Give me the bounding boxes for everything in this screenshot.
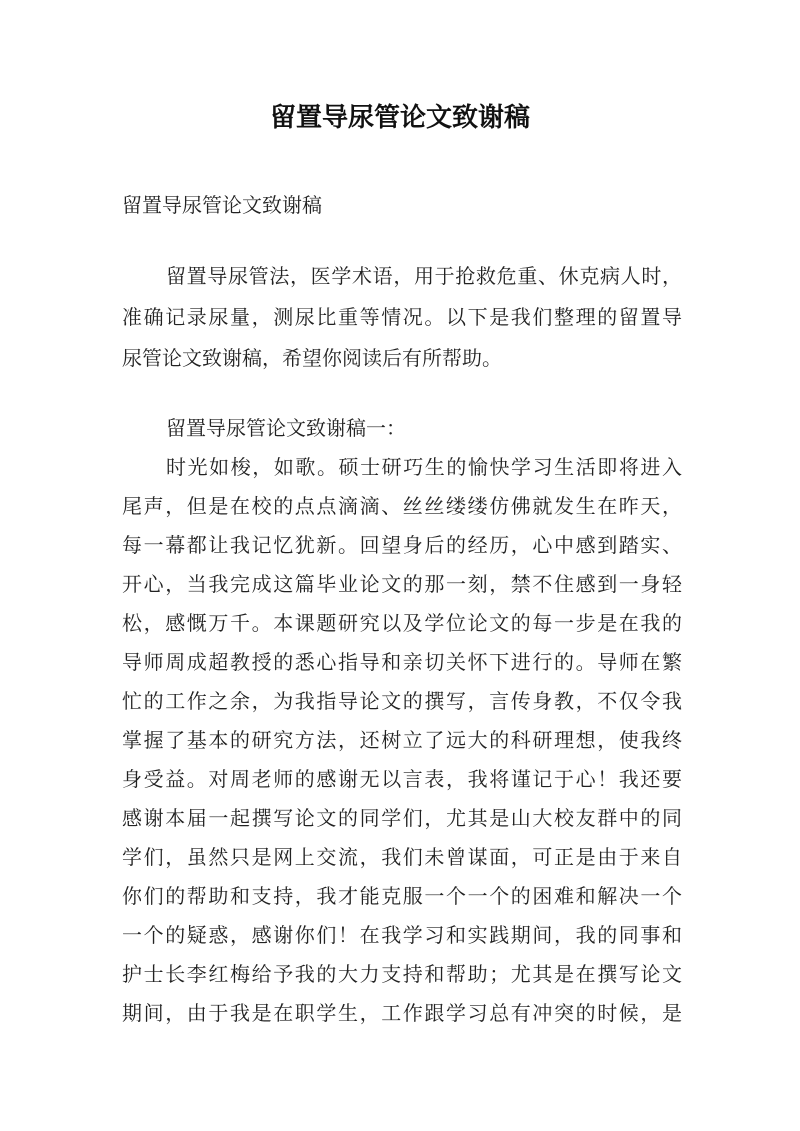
body-line: 一个的疑惑，感谢你们！在我学习和实践期间，我的同事和 [122, 923, 682, 947]
body-line: 松，感慨万千。本课题研究以及学位论文的每一步是在我的 [122, 611, 682, 635]
body-line: 尾声，但是在校的点点滴滴、丝丝缕缕仿佛就发生在昨天， [122, 494, 682, 518]
body-line: 掌握了基本的研究方法，还树立了远大的科研理想，使我终 [122, 728, 682, 752]
document-title: 留置导尿管论文致谢稿 [269, 103, 530, 133]
body-line: 时光如梭，如歌。硕士研巧生的愉快学习生活即将进入 [166, 455, 682, 479]
body-line: 忙的工作之余，为我指导论文的撰写，言传身教，不仅令我 [122, 689, 682, 713]
document-subtitle: 留置导尿管论文致谢稿 [122, 193, 322, 217]
section-heading: 留置导尿管论文致谢稿一： [166, 416, 406, 440]
body-line: 感谢本届一起撰写论文的同学们，尤其是山大校友群中的同 [122, 806, 682, 830]
intro-line: 留置导尿管法，医学术语，用于抢救危重、休克病人时， [166, 264, 682, 288]
intro-line: 准确记录尿量，测尿比重等情况。以下是我们整理的留置导 [122, 305, 682, 329]
body-line: 期间，由于我是在职学生，工作跟学习总有冲突的时候，是 [122, 1001, 682, 1025]
body-line: 每一幕都让我记忆犹新。回望身后的经历，心中感到踏实、 [122, 533, 682, 557]
body-line: 开心，当我完成这篇毕业论文的那一刻，禁不住感到一身轻 [122, 572, 682, 596]
body-line: 导师周成超教授的悉心指导和亲切关怀下进行的。导师在繁 [122, 650, 682, 674]
body-line: 护士长李红梅给予我的大力支持和帮助；尤其是在撰写论文 [122, 962, 682, 986]
body-line: 身受益。对周老师的感谢无以言表，我将谨记于心！我还要 [122, 767, 682, 791]
body-line: 学们，虽然只是网上交流，我们未曾谋面，可正是由于来自 [122, 845, 682, 869]
intro-line: 尿管论文致谢稿，希望你阅读后有所帮助。 [122, 346, 502, 370]
body-line: 你们的帮助和支持，我才能克服一个一个的困难和解决一个 [122, 884, 682, 908]
